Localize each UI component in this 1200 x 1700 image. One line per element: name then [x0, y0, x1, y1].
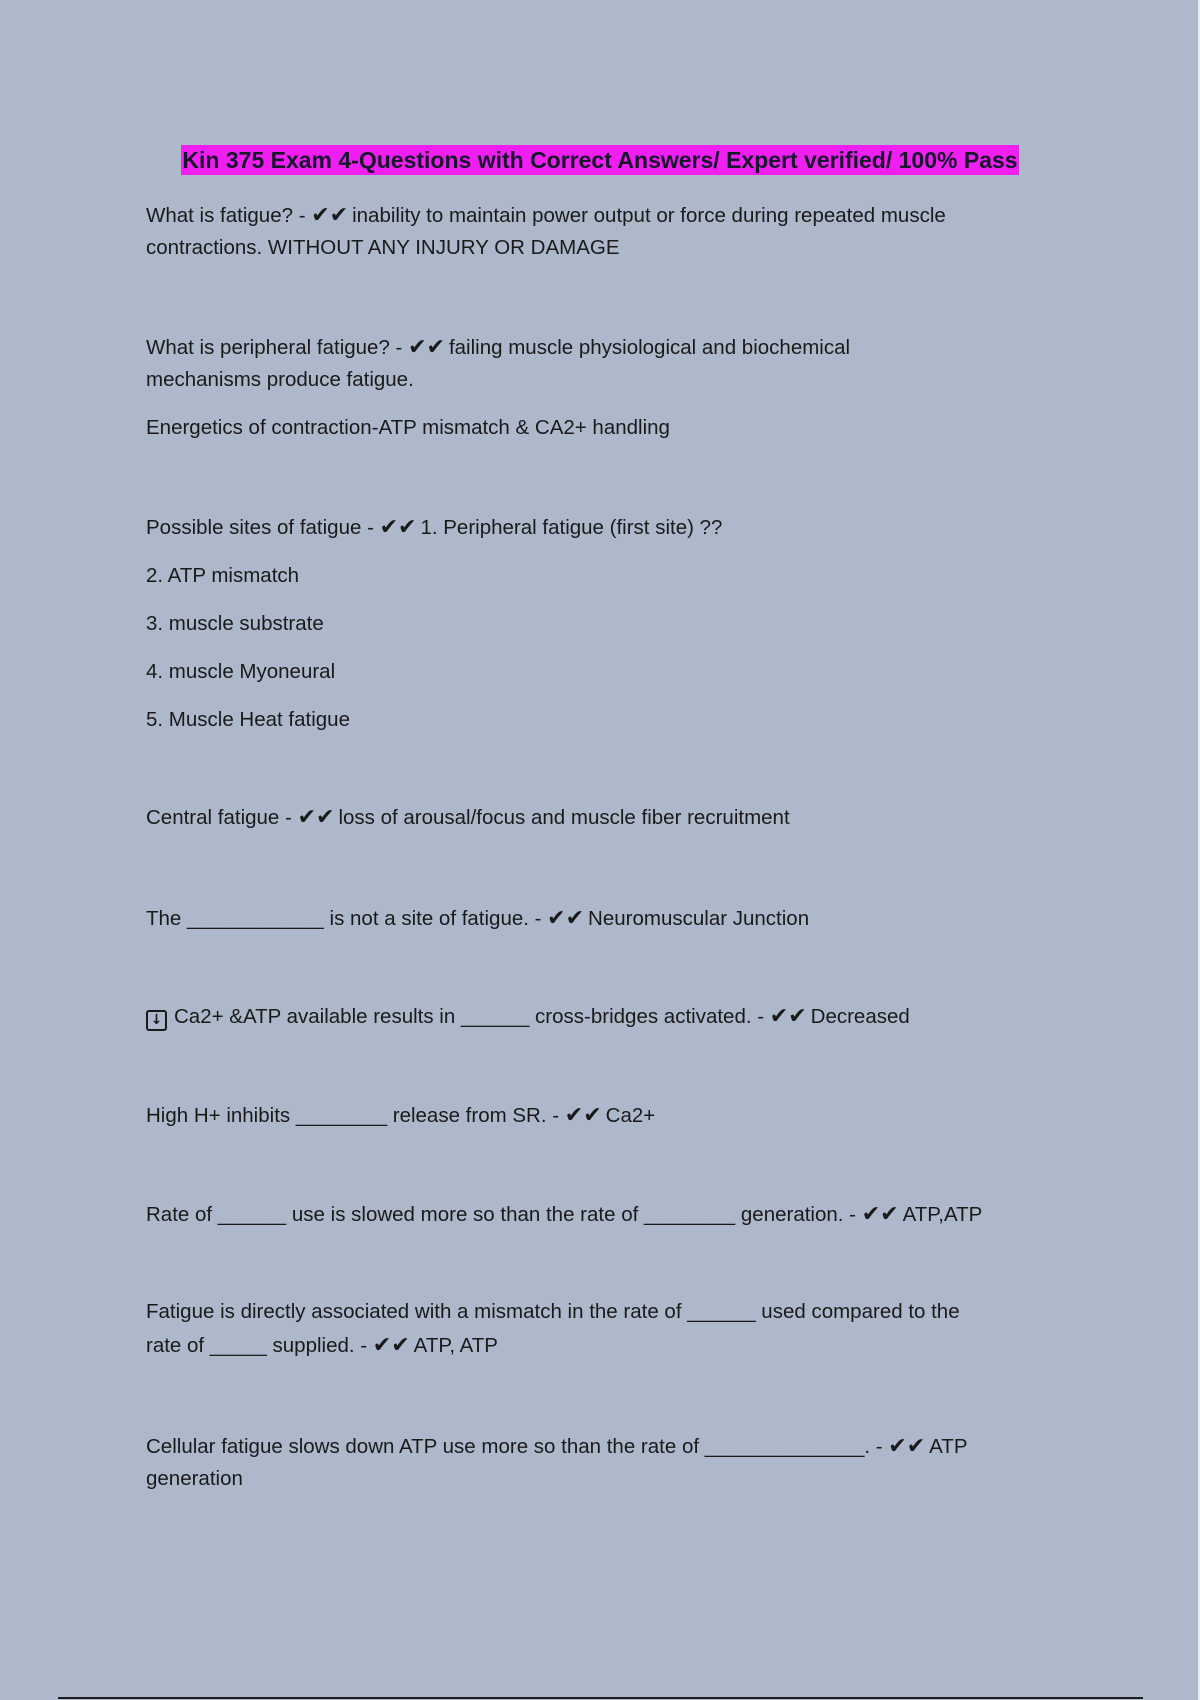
- double-check-icon: ✔✔: [408, 335, 445, 360]
- qa-line: Fatigue is directly associated with a mismatch in the rate of ______ used compared to the: [146, 1300, 960, 1323]
- double-check-icon: ✔✔: [297, 805, 335, 830]
- question-text: Rate of ______ use is slowed more so than the rate of ________ generation. -: [146, 1203, 862, 1226]
- question-text: Central fatigue -: [146, 806, 298, 829]
- down-arrow-icon: ↓: [146, 1010, 167, 1031]
- answer-text: Ca2+: [605, 1104, 656, 1127]
- question-text: Ca2+ &ATP available results in ______ cross-bridges activated. -: [174, 1005, 770, 1028]
- question-text: Cellular fatigue slows down ATP use more so than the rate of ______________. -: [146, 1435, 889, 1458]
- double-check-icon: ✔✔: [888, 1434, 926, 1459]
- qa-line: [146, 512, 1076, 544]
- qa-continuation: mechanisms produce fatigue.: [146, 368, 414, 391]
- qa-line: [146, 802, 1076, 834]
- double-check-icon: ✔✔: [769, 1004, 807, 1029]
- document-title-row: [0, 147, 1200, 174]
- list-item: 2. ATP mismatch: [146, 564, 300, 587]
- answer-text: Decreased: [810, 1005, 910, 1028]
- qa-line: [146, 1330, 1076, 1362]
- question-text: The ____________ is not a site of fatigue. -: [146, 907, 548, 930]
- answer-text: Neuromuscular Junction: [588, 907, 810, 930]
- qa-line: [146, 332, 1076, 364]
- qa-continuation: generation: [146, 1467, 243, 1490]
- question-text: rate of _____ supplied. -: [146, 1334, 373, 1357]
- answer-text: inability to maintain power output or force during repeated muscle: [352, 204, 946, 227]
- document-title: Kin 375 Exam 4-Questions with Correct Answers/ Expert verified/ 100% Pass: [182, 147, 1018, 173]
- question-text: High H+ inhibits ________ release from SR. -: [146, 1104, 565, 1127]
- qa-line: [146, 200, 1076, 232]
- qa-line: [146, 1199, 1076, 1231]
- double-check-icon: ✔✔: [547, 906, 585, 931]
- double-check-icon: ✔✔: [861, 1202, 899, 1227]
- answer-text: 1. Peripheral fatigue (first site) ??: [420, 516, 723, 539]
- qa-line: [146, 1001, 1076, 1033]
- question-text: Possible sites of fatigue -: [146, 516, 380, 539]
- list-item: 4. muscle Myoneural: [146, 660, 336, 683]
- list-item: 5. Muscle Heat fatigue: [146, 708, 350, 731]
- qa-continuation: contractions. WITHOUT ANY INJURY OR DAMAGE: [146, 236, 620, 259]
- question-text: What is peripheral fatigue? -: [146, 336, 409, 359]
- double-check-icon: ✔✔: [311, 203, 349, 228]
- answer-text: ATP,ATP: [902, 1203, 983, 1226]
- qa-line: [146, 1431, 1076, 1463]
- answer-text: ATP: [929, 1435, 968, 1458]
- qa-line: [146, 903, 1076, 935]
- double-check-icon: ✔✔: [379, 515, 417, 540]
- answer-text: loss of arousal/focus and muscle fiber recruitment: [338, 806, 790, 829]
- answer-text: failing muscle physiological and biochemical: [448, 336, 851, 359]
- qa-line: [146, 1100, 1076, 1132]
- answer-text: ATP, ATP: [413, 1334, 498, 1357]
- bottom-rule: [58, 1697, 1143, 1699]
- question-text: What is fatigue? -: [146, 204, 312, 227]
- list-item: 3. muscle substrate: [146, 612, 324, 635]
- double-check-icon: ✔✔: [372, 1333, 410, 1358]
- qa-extra-line: Energetics of contraction-ATP mismatch & CA2+ handling: [146, 416, 670, 439]
- double-check-icon: ✔✔: [564, 1103, 602, 1128]
